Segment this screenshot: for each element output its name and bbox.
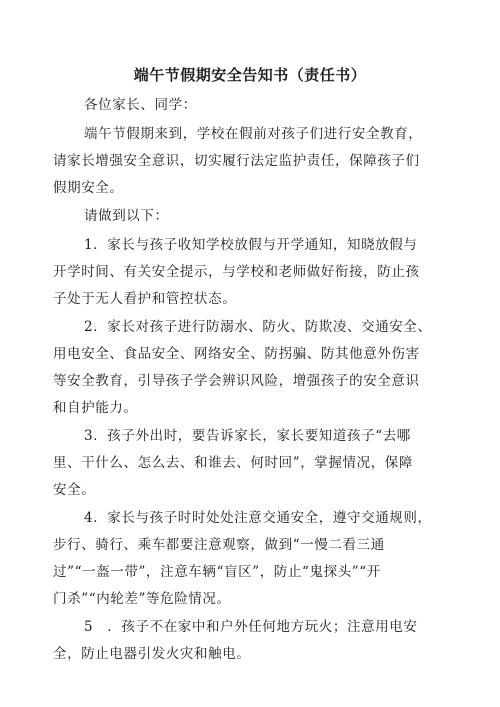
item-2-line: 用电安全、食品安全、网络安全、防拐骗、防其他意外伤害 xyxy=(53,346,420,362)
item-3-line: 里、干什么、怎么去、和谁去、何时回”，掌握情况，保障 xyxy=(53,455,414,471)
item-2-line: 2．家长对孩子进行防溺水、防火、防欺凌、交通安全、 xyxy=(84,319,432,335)
intro-line: 端午节假期来到，学校在假前对孩子们进行安全教育， xyxy=(84,126,423,142)
item-1-line: 开学时间、有关安全提示，与学校和老师做好衔接，防止孩 xyxy=(53,264,420,280)
item-2-line: 等安全教育，引导孩子学会辨识风险，增强孩子的安全意识 xyxy=(53,373,420,389)
item-2-line: 和自护能力。 xyxy=(53,400,138,416)
item-1-line: 子处于无人看护和管控状态。 xyxy=(53,291,237,307)
intro-line: 请家长增强安全意识，切实履行法定监护责任，保障孩子们 xyxy=(53,153,420,169)
item-3-line: 3．孩子外出时，要告诉家长，家长要知道孩子“去哪 xyxy=(84,428,411,444)
item-4-line: 4．家长与孩子时时处处注意交通安全，遵守交通规则， xyxy=(84,510,432,526)
item-3-line: 安全。 xyxy=(53,482,96,498)
item-5-line: 全，防止电器引发火灾和触电。 xyxy=(53,646,251,662)
document-title: 端午节假期安全告知书（责任书） xyxy=(133,66,367,84)
item-1-line: 1．家长与孩子收知学校放假与开学通知，知晓放假与 xyxy=(84,237,418,253)
item-5-line: 5 ．孩子不在家中和户外任何地方玩火；注意用电安 xyxy=(84,619,418,635)
intro-line: 假期安全。 xyxy=(53,180,124,196)
item-4-line: 过”“一盔一带”，注意车辆“盲区”，防止“鬼探头”“开 xyxy=(53,564,381,580)
lead-text: 请做到以下： xyxy=(84,208,169,224)
item-4-line: 门杀”“内轮差”等危险情况。 xyxy=(53,591,231,607)
salutation: 各位家长、同学： xyxy=(84,97,197,113)
item-4-line: 步行、骑行、乘车都要注意观察，做到“一慢二看三通 xyxy=(53,537,385,553)
